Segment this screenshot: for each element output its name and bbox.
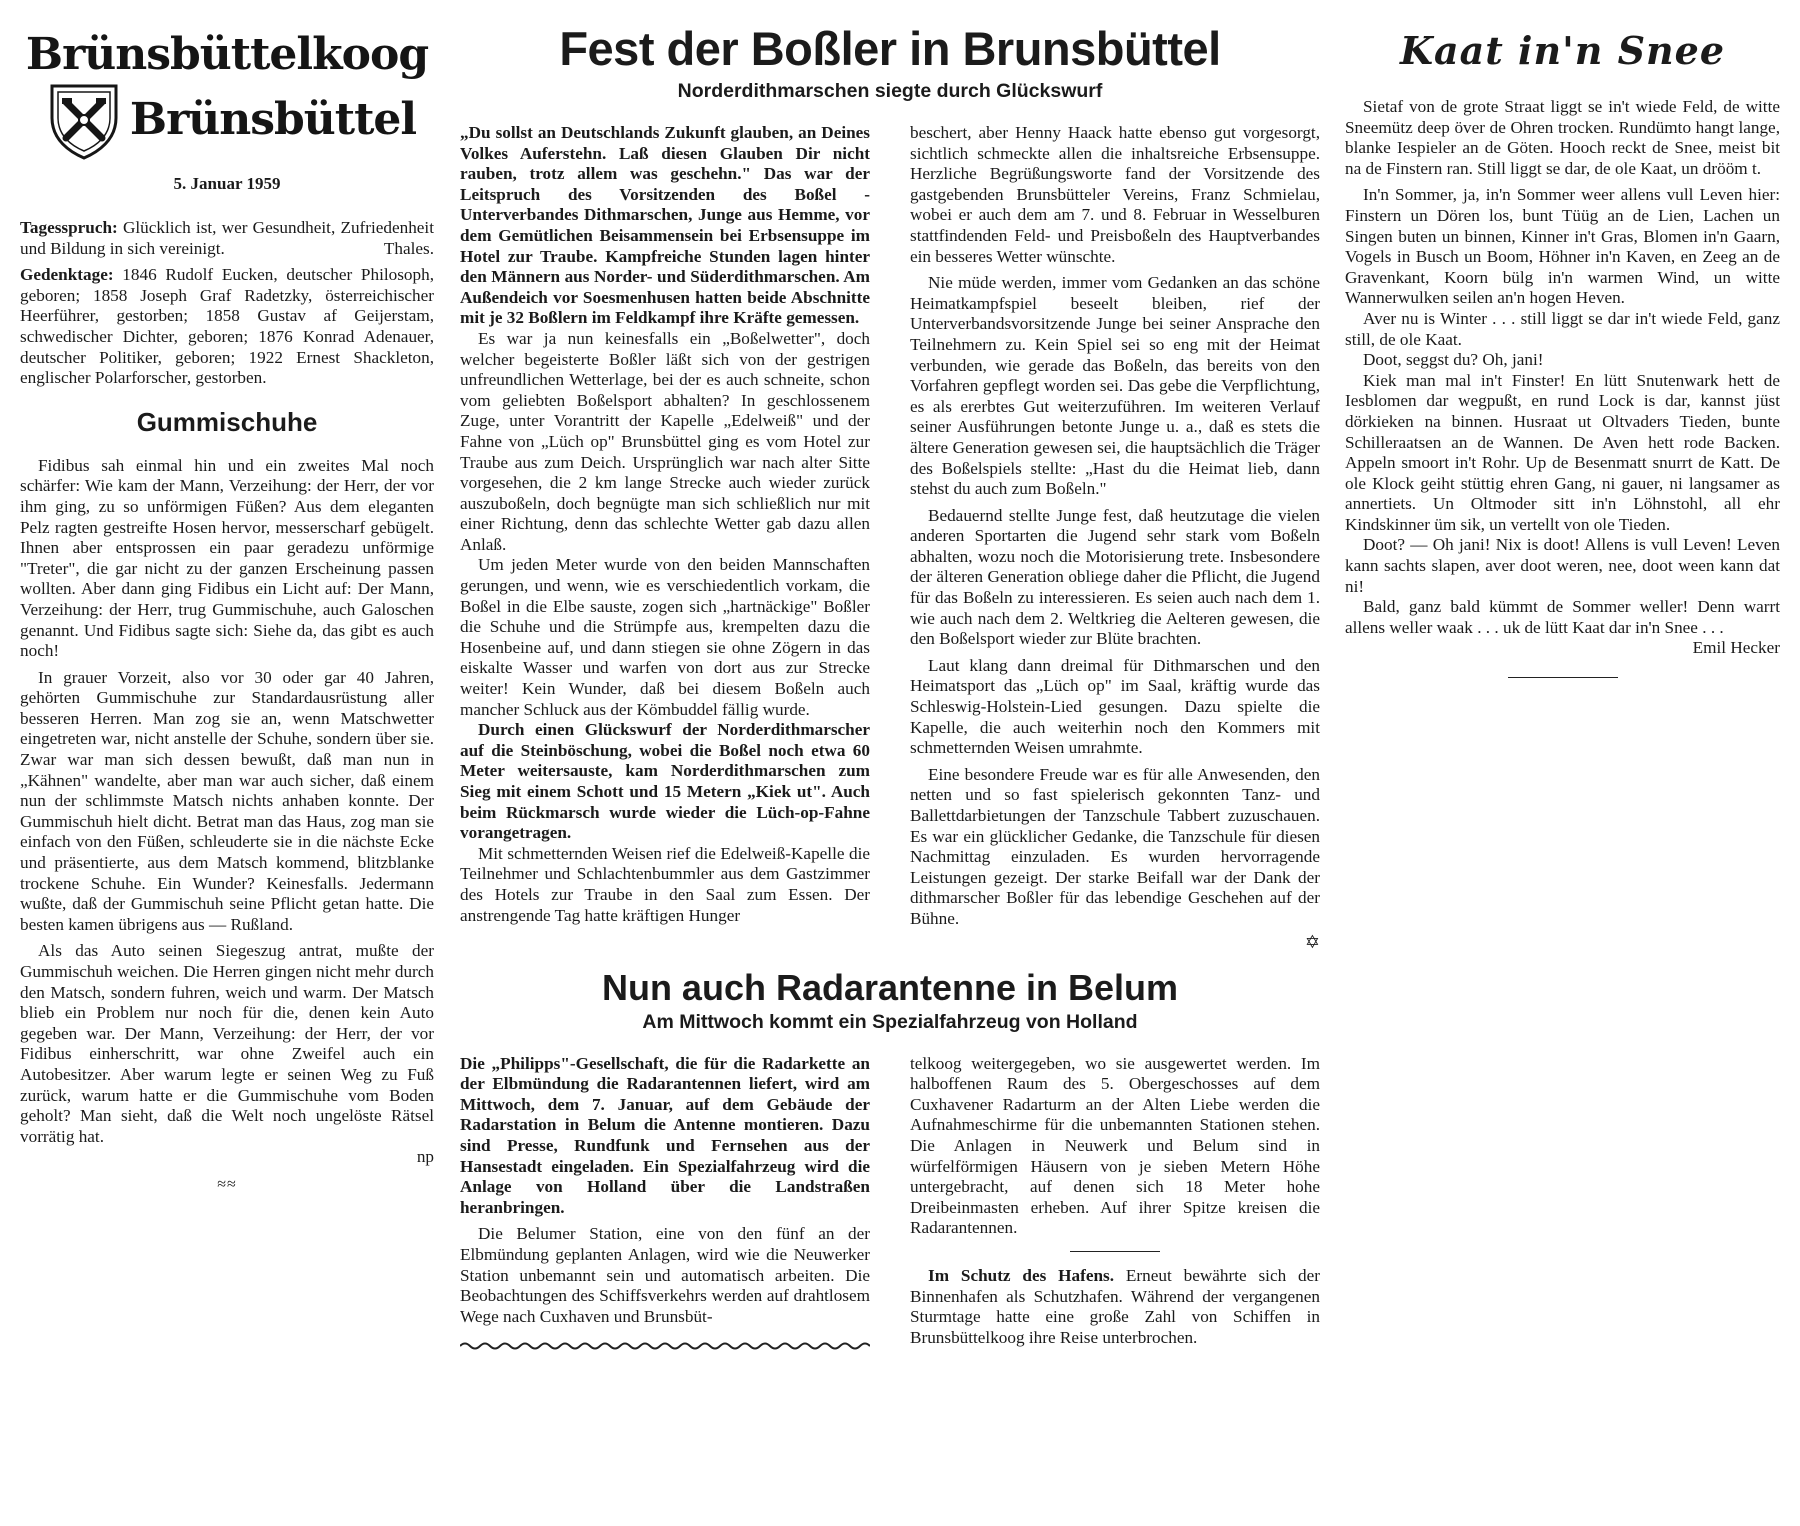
gummischuhe-paragraph: In grauer Vorzeit, also vor 30 oder gar 40 Jahren, gehörten Gummischuhe zur Standardausrüstung aller besseren Herren. Man zog sie an, wenn Matschwetter eingetreten war, nicht anstelle der Schuhe, sondern über sie. Zwar war man sich dessen bewußt, daß man nun in „Kähnen" wandelte, aber man war auch sicher, daß einem nun der schlimmste Matsch nichts anhaben konnte. Der Gummischuh hielt dicht. Betrat man das Haus, zog man sie einfach von den Füßen, schleuderte sie in die nächste Ecke und präsentierte, aus dem Matsch kommend, blitzblanke trockene Schuhe. Ein Wunder? Keinesfalls. Jedermann wußte, daß der Gummischuh seine Pflicht getan hatte. Die besten kamen übrigens aus — Rußland.: [20, 667, 434, 934]
article2-paragraph: telkoog weitergegeben, wo sie ausgewertet werden. Im halboffenen Raum des 5. Obergeschosses auf dem Cuxhavener Radarturm an der Alten Liebe werden die Aufnahmeschirme für die unbemannten Stationen stehen. Die Anlagen in Neuwerk und Belum sind in würfelförmigen Häusern von je sieben Metern Höhe untergebracht, auf denen sich 18 Meter hohe Dreibeinmasten erheben. Auf ihrer Spitze kreisen die Radarantennen.: [910, 1053, 1320, 1238]
gedenktage-label: Gedenktage:: [20, 265, 114, 285]
article2-headline: Nun auch Radarantenne in Belum: [601, 966, 1179, 1008]
article2-lead: Die „Philipps"-Gesellschaft, die für die Radarkette an der Elbmündung die Radarantennen liefert, wird am Mittwoch, dem 7. Januar, auf dem Gebäude der Radarstation in Belum die Antenne montieren. Dazu sind Presse, Rundfunk und Fernsehen aus der Hansestadt eingeladen. Ein Spezialfahrzeug wird die Anlage von Holland über die Landstraßen heranbringen.: [460, 1053, 870, 1217]
article1-paragraph: beschert, aber Henny Haack hatte ebenso gut vorgesorgt, sichtlich schmeckte allen die inhaltsreiche Erbsensuppe. Herzliche Begrüßungsworte fand der Vorsitzende des gastgebenden Brunsbütteler Vereins, Franz Schmielau, wobei er auch dem am 7. und 8. Februar in Wesselburen stattfindenden Feld- und Preisboßeln des Hauptverbandes ein besseres Wetter wünschte.: [910, 123, 1320, 266]
gummischuhe-signature: np: [416, 1147, 434, 1167]
article1-paragraph: Mit schmetternden Weisen rief die Edelweiß-Kapelle die Teilnehmer und Schlachtenbummler aus dem Gastzimmer des Hotels zur Traube in den Saal zum Essen. Der anstrengende Tag hatte kräftigen Hunger: [460, 843, 870, 925]
poem-paragraph: Aver nu is Winter . . . still liggt se dar in't wiede Feld, ganz still, de ole Kaat.: [1345, 308, 1780, 349]
poem-paragraph: Kiek man mal in't Finster! En lütt Snutenwark hett de Iesblomen dar wegpußt, en rund Lock is dar, kannst jüst dörkieken na binnen. Husraat ut Oltvaders Tieden, bunte Schilleraatsen an de Wannen. De Aven hett rode Backen. Appeln smoort in't Rohr. Up de Besenmatt snurrt de Katt. De ole Klock geiht stüttig ehren Gang, ni gauer, ni langsamer as annertiets. Un Oltmoder sitt in'n Löhnstohl, all ehr Kindskinner üm sik, un vertellt von ole Tieden.: [1345, 370, 1780, 534]
masthead: [20, 30, 434, 194]
article1-paragraph: Es war ja nun keinesfalls ein „Boßelwetter", doch welcher begeisterte Boßler läßt sich von der gestrigen unfreundlichen Wetterlage, bei der es auch schneite, schon vom geliebten Boßelsport abhalten? In geschlossenem Zuge, unter Vorantritt der Kapelle „Edelweiß" und der Fahne von „Lüch op" Brunsbüttel ging es vom Hotel zur Traube aus zum Deich. Ursprünglich war nach alter Sitte vorgesehen, die 2 km lange Strecke auch wieder zurück auszuboßeln, doch begnügte man sich schließlich nur mit einer Richtung, denn das schlechte Wetter gab dazu allen Anlaß.: [460, 328, 870, 554]
column-ornament: ≈≈: [217, 1175, 237, 1193]
gummischuhe-heading: Gummischuhe: [136, 406, 318, 437]
poem-author: Emil Hecker: [1692, 638, 1780, 658]
article1-lead: „Du sollst an Deutschlands Zukunft glauben, an Deines Volkes Auferstehn. Laß diesen Glauben Dir nicht rauben, trotz allem was geschehn." Das war der Leitspruch des Vorsitzenden des Boßel - Unterverbandes Dithmarschen, Junge aus Hemme, vor dem Gemütlichen Beisammensein bei Erbsensuppe im Hotel zur Traube. Kampfreiche Stunden lagen hinter den Männern aus Norder- und Süderdithmarschen. Am Außendeich vor Soesmenhusen hatten beide Abschnitte mit je 32 Boßlern im Feldkampf ihre Kräfte gemessen.: [460, 123, 870, 328]
issue-date: 5. Januar 1959: [173, 174, 281, 193]
article1-paragraph: Um jeden Meter wurde von den beiden Mannschaften gerungen, und wenn, wie es verschiedentlich vorkam, die Boßel in die Elbe sauste, zogen sich „hartnäckige" Boßler die Schuhe und die Strümpfe aus, krempelten dazu die Hosenbeine auf, und dann stiegen sie ohne Zögern in das eiskalte Wasser und warfen von dort aus zur Strecke weiter! Kein Wunder, daß bei diesem Boßeln auch mancher Schluck aus der Kömbuddel fällig wurde.: [460, 555, 870, 719]
poem-paragraph: Sietaf von de grote Straat liggt se in't wiede Feld, de witte Sneemütz deep över de Ohren trocken. Rundümto hangt lange, blanke Iespieler an de Göten. Hooch reckt de Snee, meist bit na de Finstern ran. Still liggt se dar, de ole Kaat, un drööm t.: [1345, 97, 1780, 178]
article1-body: [460, 123, 1320, 953]
gedenktage-text: 1846 Rudolf Eucken, deutscher Philosoph, geboren; 1858 Joseph Graf Radetzky, österreichischer Heerführer, gestorben; 1858 Gustav af Geijerstam, schwedischer Dichter, geboren; 1876 Konrad Adenauer, deutscher Politiker, geboren; 1922 Ernest Shackleton, englischer Polarforscher, gestorben.: [20, 265, 434, 388]
tagesspruch-text: Glücklich ist, wer Gesundheit, Zufriedenheit und Bildung in sich vereinigt.: [20, 218, 434, 258]
left-column: [20, 0, 434, 1194]
poem-paragraph: In'n Sommer, ja, in'n Sommer weer allens vull Leven hier: Finstern un Dören los, bunt Tüüg an de Lien, Lachen un Singen buten un binnen, Kinner in't Gras, Blomen in'n Gaarn, Vogels in Busch un Boom, Höhner in'n Kaven, en Zeeg an de Gravenkant, Koorn bülg in'n warmen Wind, un witte Wannerwulken seilen an'n hogen Heven.: [1345, 185, 1780, 308]
article1-bold-paragraph: Durch einen Glückswurf der Norderdithmarscher auf die Steinböschung, wobei die Boßel noch etwa 60 Meter weitersauste, kam Norderdithmarschen zum Sieg mit einem Schott und 15 Metern „Kiek ut". Auch beim Rückmarsch wurde wieder die Lüch-op-Fahne vorangetragen.: [460, 720, 870, 843]
article1-right-column: [910, 123, 1320, 953]
gummischuhe-paragraph: Fidibus sah einmal hin und ein zweites Mal noch schärfer: Wie kam der Mann, Verzeihung: der Herr, der vor ihm ging, zu so unförmigen Füßen? Aus dem eleganten Pelz ragten gestreifte Hosen hervor, messerscharf gebügelt. Ihnen aber entsprossen ein paar geradezu unförmige "Treter", die gar nicht zu der ganzen Erscheinung passen wollten. Aber dann ging Fidibus ein Licht auf: Der Mann, Verzeihung: der Herr, trug Gummischuhe, auch Galoschen genannt. Und Fidibus sagte sich: Siehe da, das gibt es auch noch!: [20, 455, 434, 661]
center-columns: [460, 0, 1320, 1356]
tagesspruch-author: Thales.: [383, 238, 434, 258]
right-column: [1345, 0, 1780, 678]
article2-right-column: [910, 1054, 1320, 1357]
star-ornament: ✡: [1304, 931, 1320, 952]
brief-news: [910, 1266, 1320, 1348]
article2-subhead: Am Mittwoch kommt ein Spezialfahrzeug von Holland: [642, 1010, 1138, 1033]
article2-paragraph: Die Belumer Station, eine von den fünf an der Elbmündung geplanten Anlagen, wird wie die Neuwerker Station unbemannt sein und automatisch arbeiten. Die Beobachtungen des Schiffsverkehrs werden auf drahtlosem Wege nach Cuxhaven und Brunsbüt-: [460, 1224, 870, 1326]
article2-left-column: [460, 1054, 870, 1357]
article1-subhead: Norderdithmarschen siegte durch Glückswurf: [677, 80, 1103, 102]
wave-ornament: [460, 1341, 870, 1351]
article1-paragraph: Nie müde werden, immer vom Gedanken an das schöne Heimatkampfspiel beseelt bleiben, rief der Unterverbandsvorsitzende Junge bei seiner Ansprache den Teilnehmern zu. Kein Spiel sei so eng mit der Heimat verbunden, wie gerade das Boßeln, das bereits von den Vorfahren gepflegt worden sei. Das gebe die Verpflichtung, es als ererbtes Gut weiterzuführen. Im weiteren Verlauf seiner Ausführungen betonte Junge u. a., daß es stets die ältere Generation gewesen sei, die hauptsächlich die Träger des Boßelspiels stellte: „Hast du die Heimat lieb, dann stehst du auch zum Boßeln.": [910, 273, 1320, 499]
gummischuhe-paragraph: Als das Auto seinen Siegeszug antrat, mußte der Gummischuh weichen. Die Herren gingen nicht mehr durch den Matsch, sondern fuhren, weich und warm. Der Matsch blieb ein Problem nur noch für die, denen kein Auto gegeben war. Der Mann, Verzeihung: der Herr, der vor Fidibus einherschritt, war ohne Zweifel auch ein Autobesitzer. Aber warum legte er seinen Weg zu Fuß zurück, warum hatte er die Gummischuhe vom Boden geholt? Man sieht, daß die Welt noch ungelöste Rätsel vorrätig hat.: [20, 941, 434, 1146]
article1-paragraph: Eine besondere Freude war es für alle Anwesenden, den netten und so fast spielerisch gekonnten Tanz- und Ballettdarbietungen der Tanzschule Tabbert zuzuschauen. Es war ein glücklicher Gedanke, die Tanzschule für diesen Nachmittag einzuladen. Es wurden hervorragende Leistungen gezeigt. Der starke Beifall war der Dank der dithmarscher Boßler für das lebendige Geschehen auf der Bühne.: [910, 764, 1320, 928]
article1-paragraph: Laut klang dann dreimal für Dithmarschen und den Heimatsport das „Lüch op" im Saal, kräftig wurde das Schleswig-Holstein-Lied gesungen. Dazu spielte die Kapelle, die auch weiterhin noch den Kommers mit schmetternden Weisen umrahmte.: [910, 655, 1320, 758]
poem-paragraph: Doot, seggst du? Oh, jani!: [1363, 350, 1544, 370]
tagesspruch: [20, 218, 434, 259]
article1-headline: Fest der Boßler in Brunsbüttel: [559, 22, 1221, 75]
poem-paragraph: Doot? — Oh jani! Nix is doot! Allens is vull Leven! Leven kann sachts slapen, aver doot weren, nee, doot ween kann dat ni!: [1345, 535, 1780, 596]
brief-text: Erneut bewährte sich der Binnenhafen als Schutzhafen. Während der vergangenen Sturmtage hatte eine große Zahl von Schiffen in Brunsbüttelkoog ihre Reise unterbrochen.: [910, 1265, 1320, 1347]
article2-body: [460, 1054, 1320, 1357]
divider: [1070, 1251, 1160, 1252]
gedenktage: [20, 265, 434, 389]
masthead-line2: Brünsbüttel: [129, 94, 417, 145]
poem-paragraph: Bald, ganz bald kümmt de Sommer weller! Denn warrt allens weller waak . . . uk de lütt Kaat dar in'n Snee . . .: [1345, 597, 1780, 637]
poem-title: Kaat in'n Snee: [1399, 28, 1726, 73]
article1-left-column: [460, 123, 870, 953]
divider: [1508, 677, 1618, 678]
article1-paragraph: Bedauernd stellte Junge fest, daß heutzutage die vielen anderen Sportarten die Jugend sehr stark vom Boßeln abhalten, wozu noch die Motorisierung trete. Insbesondere der älteren Generation obliege daher die Pflicht, die Jugend für das Boßeln zu interessieren. Es seien auch nach dem 1. wie auch nach dem 2. Weltkrieg die Aelteren gewesen, die den Boßelsport wieder zur Blüte brachten.: [910, 505, 1320, 649]
brief-label: Im Schutz des Hafens.: [928, 1265, 1115, 1285]
masthead-line1: Brünsbüttelkoog: [25, 29, 429, 80]
coat-of-arms-icon: [44, 80, 124, 160]
tagesspruch-label: Tagesspruch:: [20, 218, 118, 237]
